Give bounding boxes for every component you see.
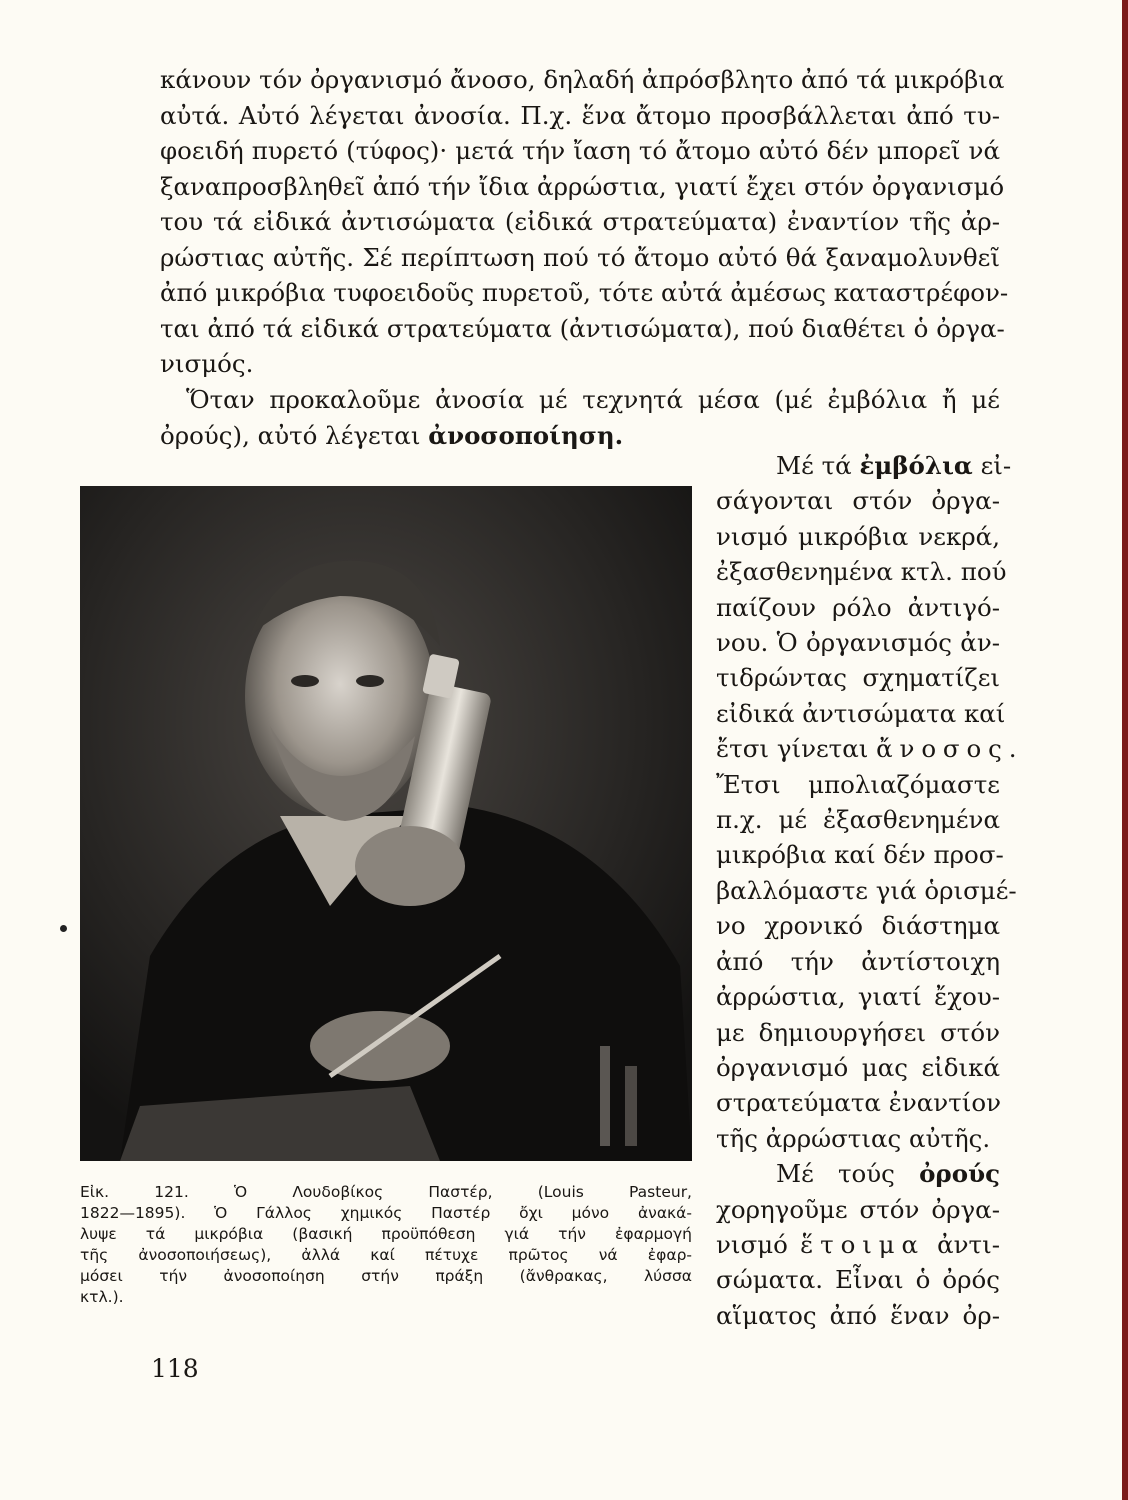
text-line: ξαναπροσβληθεῖ ἀπό τήν ἴδια ἀρρώστια, γιατί ἔχει στόν ὀργανισμό: [160, 171, 1005, 201]
text-line: νο χρονικό διάστημα: [716, 911, 1000, 941]
term-ready: ἕτοιμα: [800, 1229, 925, 1259]
text-line: Ὅταν προκαλοῦμε ἀνοσία μέ τεχνητά μέσα (μέ ἐμβόλια ἤ μέ: [186, 385, 1000, 414]
text-fragment: εἰ-: [972, 451, 1012, 480]
text-line: τῆς ἀρρώστιας αὐτῆς.: [716, 1123, 991, 1153]
pasteur-photo: [80, 486, 692, 1161]
margin-dot: [60, 925, 67, 932]
caption-line: μόσει τήν ἀνοσοποίηση στήν πράξη (ἄνθρακας, λύσσα: [80, 1267, 692, 1285]
term-immune: ἄνοσος: [876, 734, 1009, 764]
text-fragment: ἔτσι γίνεται: [716, 734, 877, 764]
text-line: νου. Ὁ ὀργανισμός ἀν-: [716, 628, 1000, 658]
text-line: [716, 1227, 1000, 1262]
text-line: ἀπό μικρόβια τυφοειδοῦς πυρετοῦ, τότε αὐτά ἀμέσως καταστρέφον-: [160, 278, 1009, 307]
text-line: ἀπό τήν ἀντίστοιχη: [716, 946, 1000, 976]
caption-line: Εἰκ. 121. Ὁ Λουδοβίκος Παστέρ, (Louis Pasteur,: [80, 1183, 692, 1201]
text-line: ἐξασθενημένα κτλ. πού: [716, 557, 1007, 587]
pasteur-portrait-image: [80, 486, 692, 1161]
text-line: μικρόβια καί δέν προσ-: [716, 840, 1004, 870]
text-line: [716, 1156, 1000, 1191]
paragraph-immunization: [160, 382, 1000, 453]
text-line: [716, 731, 1017, 766]
text-line: Ἔτσι μπολιαζόμαστε: [716, 769, 1000, 799]
text-line: χορηγοῦμε στόν ὀργα-: [716, 1194, 1000, 1224]
text-line: αὐτά. Αὐτό λέγεται ἀνοσία. Π.χ. ἕνα ἄτομο προσβάλλεται ἀπό τυ-: [160, 100, 1000, 130]
text-line: βαλλόμαστε γιά ὁρισμέ-: [716, 875, 1017, 905]
text-line: σώματα. Εἶναι ὁ ὀρός: [716, 1265, 1000, 1295]
text-line: ὀργανισμό μας εἰδικά: [716, 1052, 1000, 1082]
text-line: νισμό μικρόβια νεκρά,: [716, 521, 1000, 551]
text-line: αἵματος ἀπό ἕναν ὀρ-: [716, 1300, 1000, 1330]
text-fragment: νισμό: [716, 1229, 801, 1259]
text-fragment: ὀρούς), αὐτό λέγεται: [160, 420, 429, 450]
text-line: ἀρρώστια, γιατί ἔχου-: [716, 982, 1000, 1012]
text-line: ρώστιας αὐτῆς. Σέ περίπτωση πού τό ἄτομο αὐτό θά ξαναμολυνθεῖ: [160, 242, 1000, 272]
text-line: σάγονται στόν ὀργα-: [716, 486, 1000, 516]
text-line: παίζουν ρόλο ἀντιγό-: [716, 592, 1000, 622]
text-fragment: Μέ τούς: [776, 1159, 920, 1189]
text-line: με δημιουργήσει στόν: [716, 1017, 1000, 1047]
caption-line: τῆς ἀνοσοποιήσεως), ἀλλά καί πέτυχε πρῶτος νά ἐφαρ-: [80, 1246, 692, 1264]
page-number: 118: [151, 1354, 199, 1383]
text-line: [716, 448, 1012, 483]
text-line: του τά εἰδικά ἀντισώματα (εἰδικά στρατεύματα) ἐναντίον τῆς ἀρ-: [160, 207, 1000, 236]
figure-caption: [80, 1182, 692, 1308]
text-fragment: ἀντι-: [924, 1229, 1001, 1259]
text-fragment: Μέ τά: [776, 451, 860, 480]
paragraph-immunity: [160, 62, 1009, 382]
text-line: κάνουν τόν ὀργανισμό ἄνοσο, δηλαδή ἀπρόσβλητο ἀπό τά μικρόβια: [160, 65, 1005, 94]
caption-line: λυψε τά μικρόβια (βασική προϋπόθεση γιά τήν ἐφαρμογή: [80, 1225, 692, 1243]
text-line: εἰδικά ἀντισώματα καί: [716, 698, 1006, 728]
right-column: [716, 448, 1017, 1333]
caption-line: 1822—1895). Ὁ Γάλλος χημικός Παστέρ ὄχι μόνο ἀνακά-: [80, 1204, 692, 1222]
text-line: φοειδή πυρετό (τύφος)· μετά τήν ἴαση τό ἄτομο αὐτό δέν μπορεῖ νά: [160, 136, 1000, 165]
text-line: στρατεύματα ἐναντίον: [716, 1088, 1002, 1118]
text-line: ται ἀπό τά εἰδικά στρατεύματα (ἀντισώματα), πού διαθέτει ὁ ὀργα-: [160, 313, 1005, 343]
text-line: νισμός.: [160, 349, 254, 378]
text-line: π.χ. μέ ἐξασθενημένα: [716, 805, 1000, 835]
text-fragment: .: [1008, 734, 1017, 764]
term-vaccines: ἐμβόλια: [859, 451, 973, 480]
term-immunization: ἀνοσοποίηση.: [428, 420, 624, 450]
caption-line: κτλ.).: [80, 1288, 124, 1306]
term-serums: ὀρούς: [919, 1159, 1000, 1189]
page-edge: [1122, 0, 1128, 1500]
text-line: τιδρώντας σχηματίζει: [716, 663, 1000, 693]
